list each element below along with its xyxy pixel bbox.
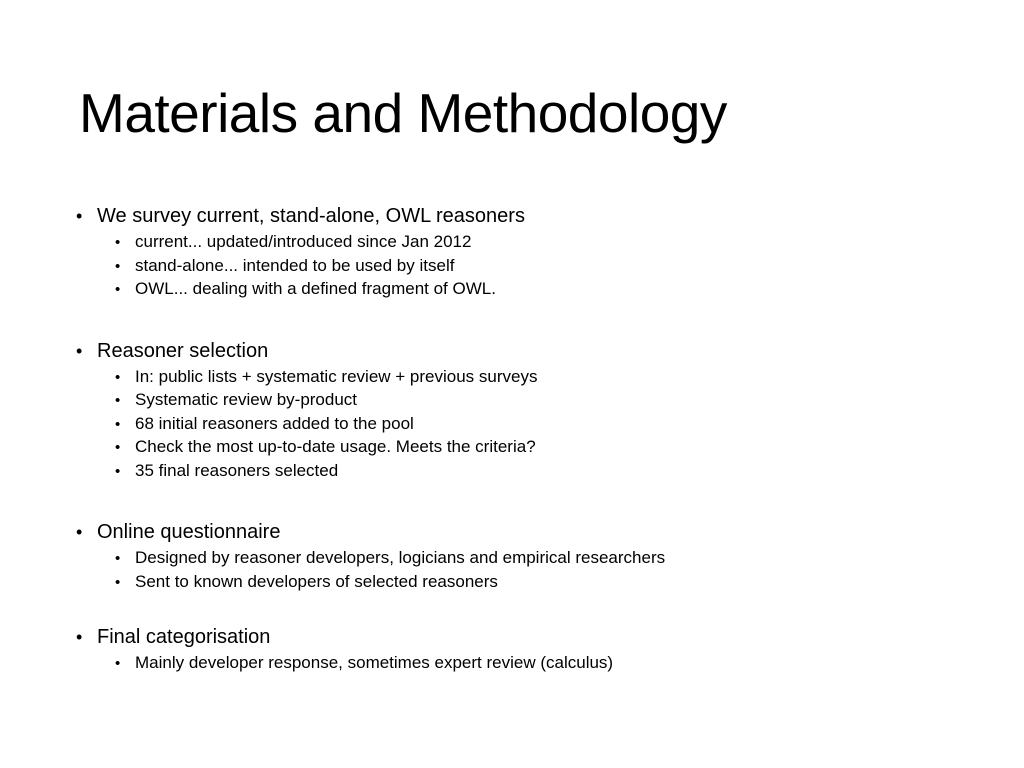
sub-bullet-item bbox=[76, 230, 976, 254]
bullet-icon: • bbox=[76, 340, 83, 361]
bullet-item bbox=[76, 518, 976, 546]
sub-list bbox=[76, 651, 976, 675]
sub-bullet-item bbox=[76, 570, 976, 594]
sub-bullet-item bbox=[76, 254, 976, 278]
bullet-icon: • bbox=[115, 281, 121, 298]
sub-bullet-item bbox=[76, 277, 976, 301]
sub-bullet-item bbox=[76, 388, 976, 412]
bullet-icon: • bbox=[115, 415, 121, 433]
sub-bullet-item bbox=[76, 435, 976, 459]
sub-bullet-item bbox=[76, 365, 976, 389]
section-spacer bbox=[76, 301, 976, 337]
section-reasoner-selection bbox=[76, 337, 976, 483]
section-spacer bbox=[76, 482, 976, 518]
bullet-icon: • bbox=[115, 462, 121, 480]
section-online-questionnaire bbox=[76, 518, 976, 593]
sub-bullet-item bbox=[76, 546, 976, 570]
section-survey bbox=[76, 202, 976, 301]
sub-bullet-text: Sent to known developers of selected reasoners bbox=[135, 571, 498, 591]
bullet-heading: We survey current, stand-alone, OWL reasoners bbox=[97, 205, 525, 227]
sub-bullet-text: Mainly developer response, sometimes expert review (calculus) bbox=[135, 653, 614, 672]
sub-bullet-text: 35 final reasoners selected bbox=[135, 460, 339, 480]
bullet-icon: • bbox=[115, 573, 121, 591]
bullet-item bbox=[76, 337, 976, 365]
slide-body bbox=[76, 202, 976, 675]
bullet-icon: • bbox=[115, 257, 121, 275]
bullet-item bbox=[76, 202, 976, 230]
sub-bullet-text: Designed by reasoner developers, logicians and empirical researchers bbox=[135, 548, 666, 567]
sub-bullet-item bbox=[76, 412, 976, 436]
bullet-heading: Final categorisation bbox=[97, 626, 271, 648]
sub-bullet-text: OWL... dealing with a defined fragment of OWL. bbox=[135, 279, 496, 298]
bullet-icon: • bbox=[115, 368, 121, 386]
bullet-icon: • bbox=[76, 627, 83, 647]
bullet-item bbox=[76, 623, 976, 651]
sub-list bbox=[76, 365, 976, 483]
bullet-icon: • bbox=[115, 439, 121, 456]
sub-bullet-text: stand-alone... intended to be used by itself bbox=[135, 255, 455, 275]
bullet-icon: • bbox=[115, 234, 121, 251]
sub-bullet-text: Systematic review by-product bbox=[135, 390, 358, 409]
sub-bullet-item bbox=[76, 459, 976, 483]
sub-bullet-item bbox=[76, 651, 976, 675]
section-spacer bbox=[76, 593, 976, 623]
slide-title: Materials and Methodology bbox=[79, 82, 727, 144]
section-final-categorisation bbox=[76, 623, 976, 675]
bullet-icon: • bbox=[76, 522, 83, 542]
sub-list bbox=[76, 230, 976, 301]
bullet-heading: Reasoner selection bbox=[97, 339, 269, 362]
bullet-icon: • bbox=[76, 206, 83, 226]
bullet-icon: • bbox=[115, 655, 121, 672]
bullet-icon: • bbox=[115, 550, 121, 567]
sub-bullet-text: current... updated/introduced since Jan 2012 bbox=[135, 232, 472, 251]
bullet-heading: Online questionnaire bbox=[97, 521, 281, 543]
sub-list bbox=[76, 546, 976, 593]
sub-bullet-text: Check the most up-to-date usage. Meets the criteria? bbox=[135, 437, 536, 456]
bullet-icon: • bbox=[115, 392, 121, 409]
sub-bullet-text: 68 initial reasoners added to the pool bbox=[135, 413, 414, 433]
sub-bullet-text: In: public lists + systematic review + previous surveys bbox=[135, 366, 538, 386]
